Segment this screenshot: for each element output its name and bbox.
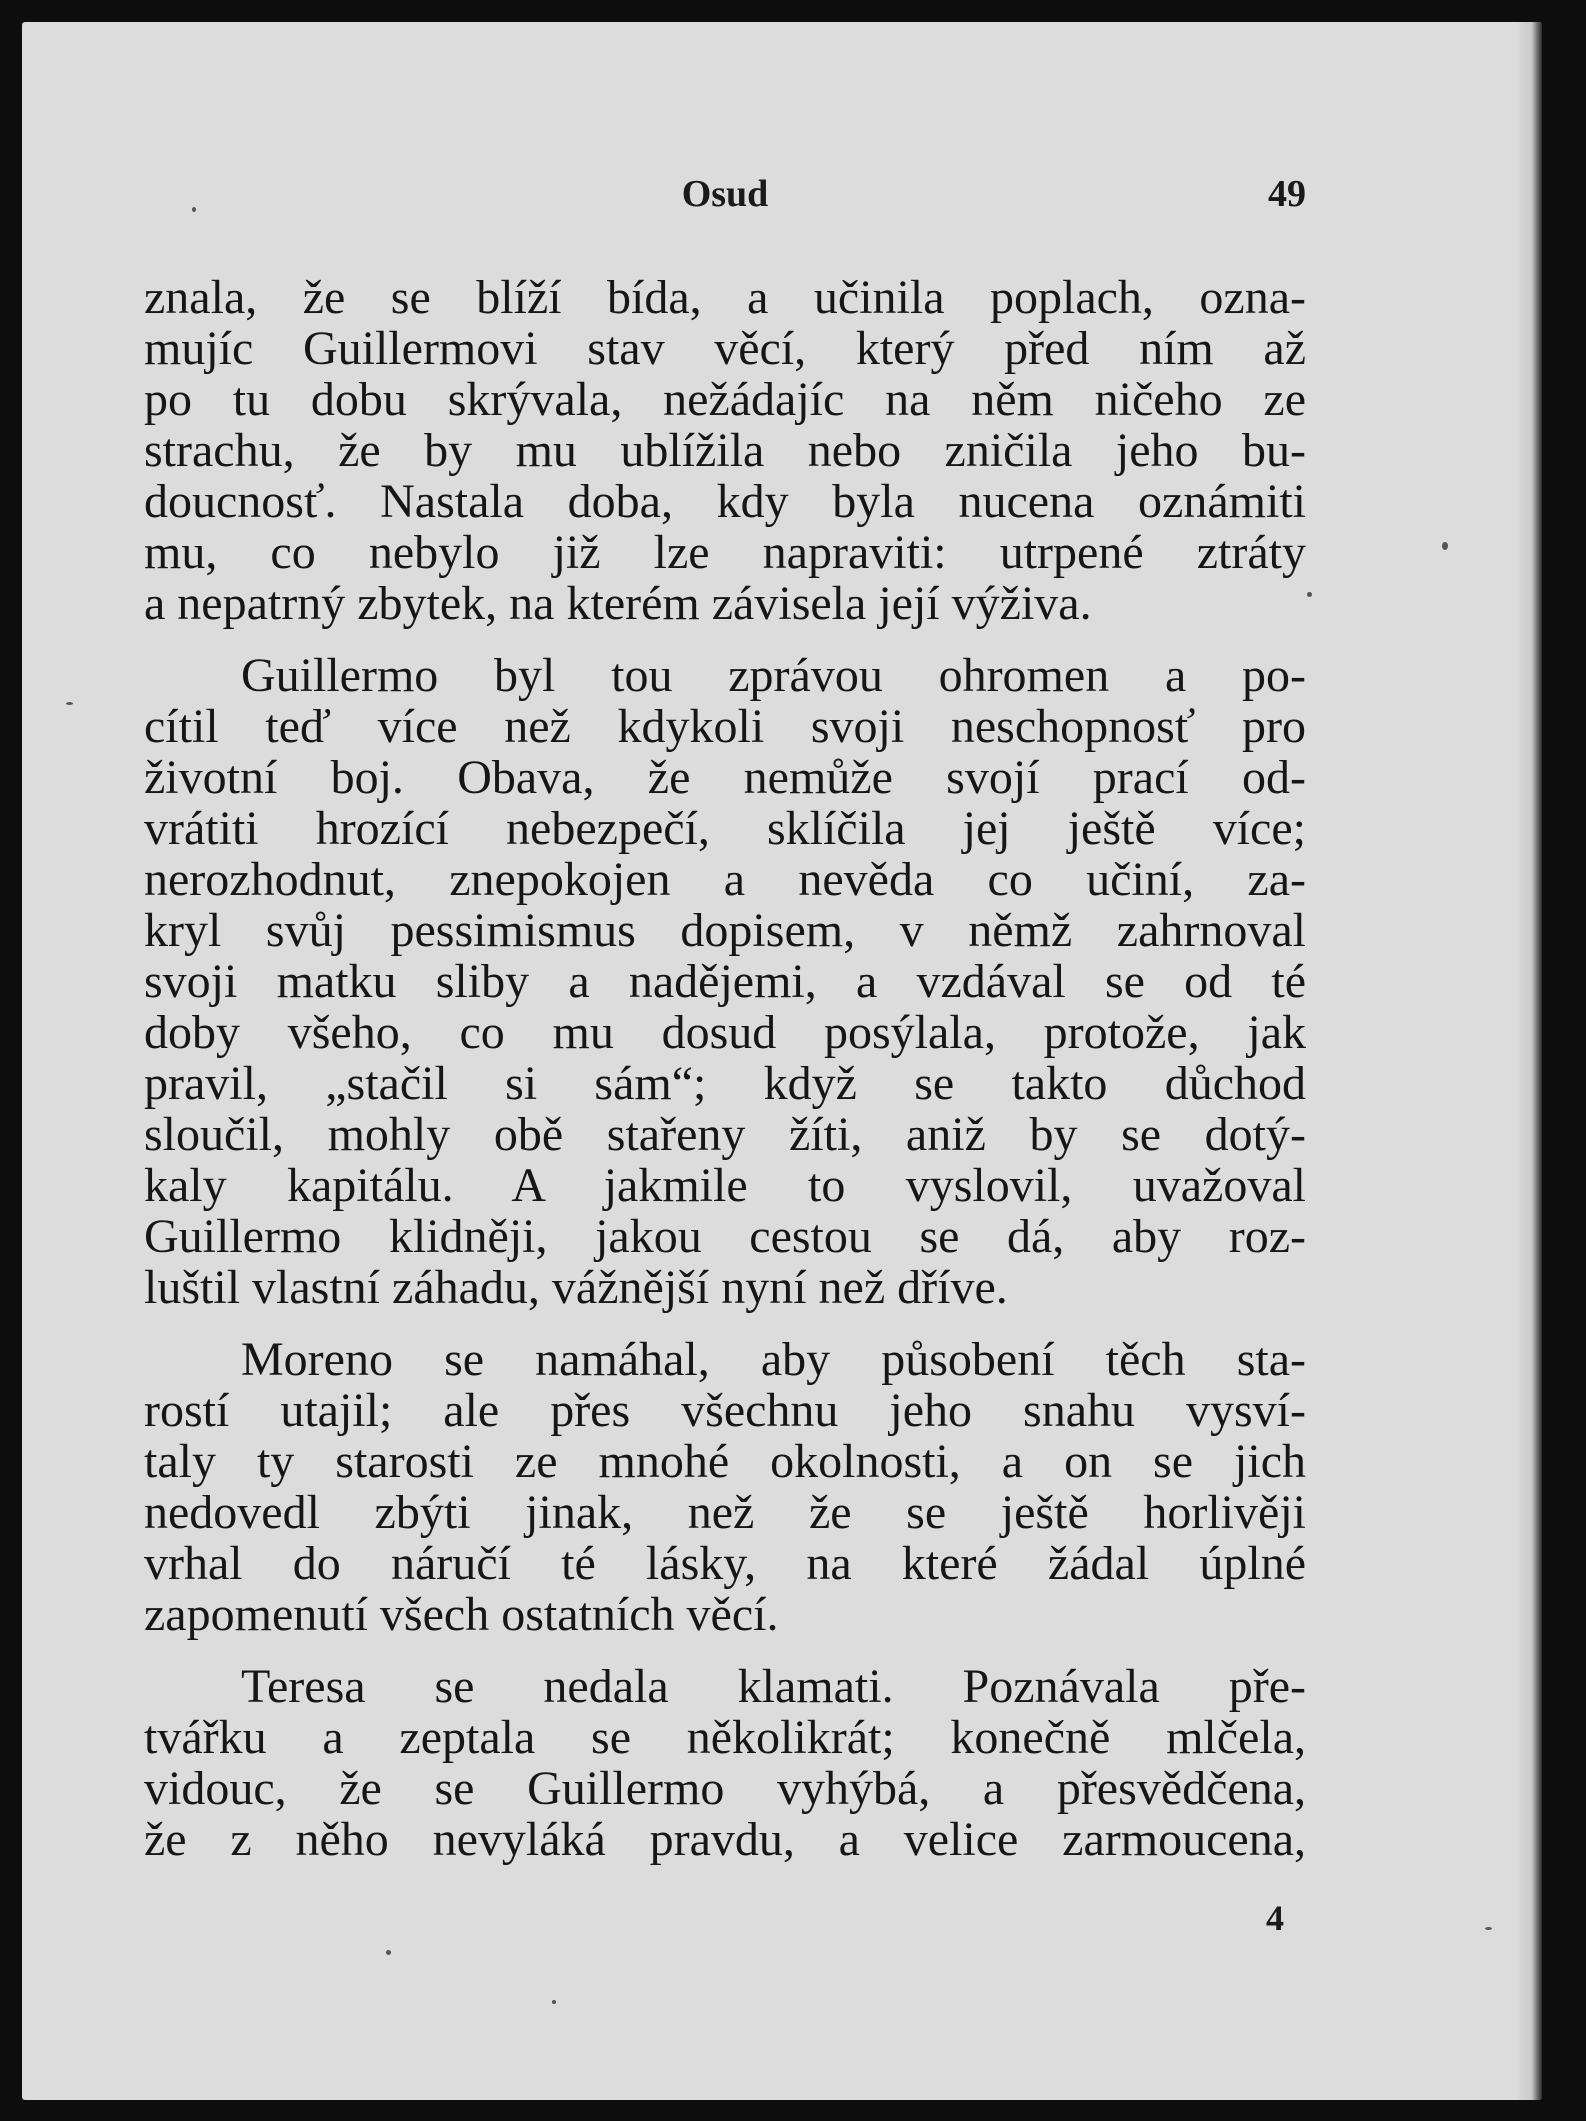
text-line: svoji matku sliby a nadějemi, a vzdával se od té <box>144 955 1306 1008</box>
dust-speck <box>192 207 196 212</box>
body-text <box>144 272 1306 1865</box>
text-line: mujíc Guillermovi stav věcí, který před ním až <box>144 322 1306 375</box>
book-page <box>22 22 1542 2100</box>
text-line: sloučil, mohly obě stařeny žíti, aniž by se dotý- <box>144 1108 1306 1161</box>
page-edge-shadow <box>1516 22 1542 2100</box>
text-line: a nepatrný zbytek, na kterém závisela její výživa. <box>144 577 1092 630</box>
text-line: Guillermo byl tou zprávou ohromen a po- <box>241 649 1306 702</box>
text-line: vidouc, že se Guillermo vyhýbá, a přesvědčena, <box>144 1762 1306 1815</box>
paragraph-3 <box>144 1334 1306 1640</box>
text-line: po tu dobu skrývala, nežádajíc na něm ničeho ze <box>144 373 1306 426</box>
dust-speck <box>1442 542 1448 550</box>
dust-speck <box>1485 1927 1492 1930</box>
text-line: mu, co nebylo již lze napraviti: utrpené ztráty <box>144 526 1306 579</box>
text-line: znala, že se blíží bída, a učinila poplach, ozna- <box>144 271 1306 324</box>
text-line: pravil, „stačil si sám“; když se takto důchod <box>144 1057 1306 1110</box>
text-line: nedovedl zbýti jinak, než že se ještě horlivěji <box>144 1486 1306 1539</box>
text-line: Guillermo klidněji, jakou cestou se dá, aby roz- <box>144 1210 1306 1263</box>
paragraph-1 <box>144 272 1306 629</box>
text-line: životní boj. Obava, že nemůže svojí prací od- <box>144 751 1306 804</box>
running-title: Osud <box>681 173 769 215</box>
text-line: taly ty starosti ze mnohé okolnosti, a on se jich <box>144 1435 1306 1488</box>
page-header <box>144 172 1306 232</box>
paragraph-4 <box>144 1661 1306 1865</box>
text-line: doby všeho, co mu dosud posýlala, protože, jak <box>144 1006 1306 1059</box>
text-line: strachu, že by mu ublížila nebo zničila jeho bu- <box>144 424 1306 477</box>
signature-mark: 4 <box>1266 1898 1284 1938</box>
dust-speck <box>1307 592 1312 597</box>
text-line: tvářku a zeptala se několikrát; konečně mlčela, <box>144 1711 1306 1764</box>
text-line: že z něho nevyláká pravdu, a velice zarmoucena, <box>144 1813 1306 1866</box>
text-line: Teresa se nedala klamati. Poznávala pře- <box>241 1660 1306 1713</box>
dust-speck <box>386 1950 391 1955</box>
paragraph-2 <box>144 650 1306 1313</box>
page-number: 49 <box>1268 173 1306 215</box>
text-line: doucnosť. Nastala doba, kdy byla nucena oznámiti <box>144 475 1306 528</box>
text-line: vrhal do náručí té lásky, na které žádal úplné <box>144 1537 1306 1590</box>
text-line: vrátiti hrozící nebezpečí, sklíčila jej ještě více; <box>144 802 1306 855</box>
text-line: luštil vlastní záhadu, vážnější nyní než dříve. <box>144 1261 1008 1314</box>
text-line: rostí utajil; ale přes všechnu jeho snahu vysví- <box>144 1384 1306 1437</box>
dust-speck <box>66 702 73 705</box>
text-line: nerozhodnut, znepokojen a nevěda co učiní, za- <box>144 853 1306 906</box>
text-line: Moreno se namáhal, aby působení těch sta- <box>241 1333 1306 1386</box>
text-line: cítil teď více než kdykoli svoji neschopnosť pro <box>144 700 1306 753</box>
paragraph-gap <box>144 1313 1306 1334</box>
text-line: kaly kapitálu. A jakmile to vyslovil, uvažoval <box>144 1159 1306 1212</box>
text-line: kryl svůj pessimismus dopisem, v němž zahrnoval <box>144 904 1306 957</box>
dust-speck <box>552 2000 556 2004</box>
paragraph-gap <box>144 1640 1306 1661</box>
paragraph-gap <box>144 629 1306 650</box>
text-line: zapomenutí všech ostatních věcí. <box>144 1588 779 1641</box>
